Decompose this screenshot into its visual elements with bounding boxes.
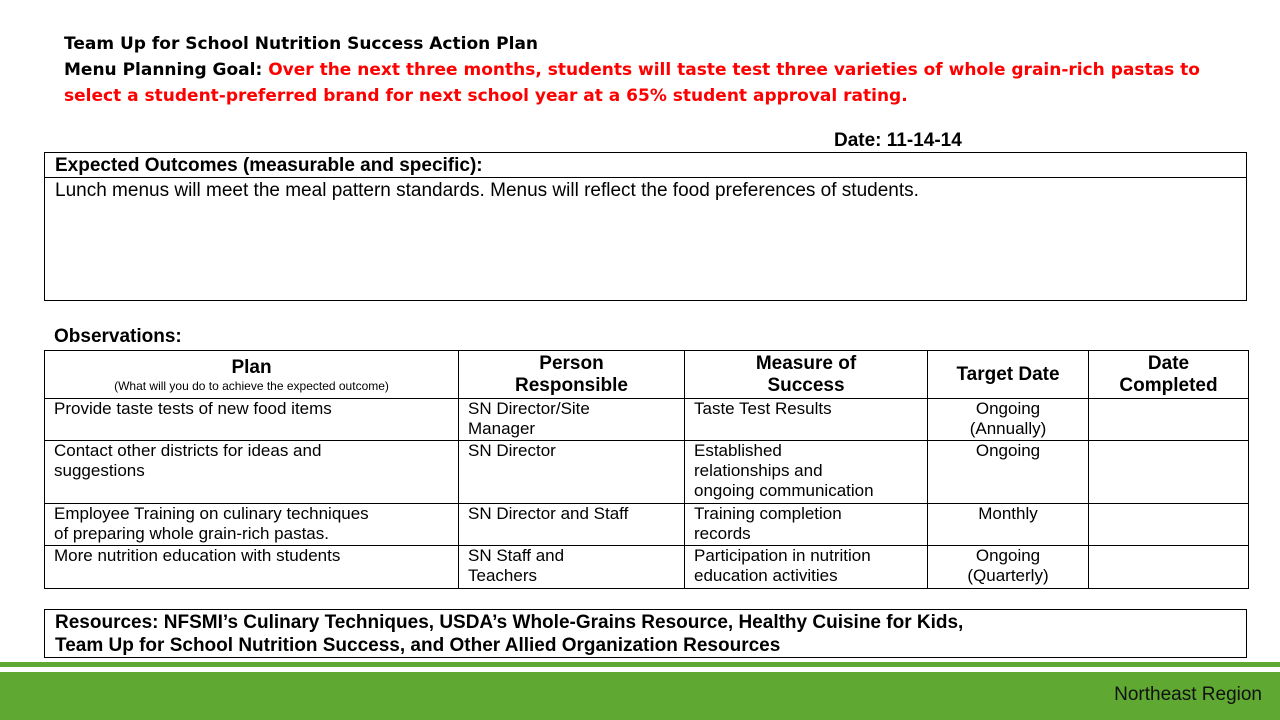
plan-line: Contact other districts for ideas and <box>54 441 322 460</box>
col-plan-subtitle: (What will you do to achieve the expected outcome) <box>114 378 389 393</box>
plan-line: of preparing whole grain-rich pastas. <box>54 524 329 543</box>
person-line: SN Director <box>468 441 556 460</box>
plan-line: More nutrition education with students <box>54 546 341 565</box>
person-line: Teachers <box>468 566 537 585</box>
person-cell <box>459 441 685 504</box>
person-line: SN Director and Staff <box>468 504 629 523</box>
measure-cell <box>685 399 928 441</box>
goal-text-1: Over the next three months, students will taste test three varieties of whole grain-rich pastas to <box>268 60 1200 80</box>
table-header-row <box>45 351 1249 399</box>
target-cell <box>928 504 1089 546</box>
resources-line-1: Resources: NFSMI’s Culinary Techniques, USDA’s Whole-Grains Resource, Healthy Cuisine for Kids, <box>55 612 964 633</box>
measure-line: records <box>694 524 751 543</box>
completed-cell <box>1089 441 1249 504</box>
col-person <box>459 351 685 399</box>
table-row <box>45 546 1249 589</box>
observations-table <box>44 350 1249 589</box>
table-row <box>45 441 1249 504</box>
target-line: Ongoing <box>975 399 1041 418</box>
measure-cell <box>685 441 928 504</box>
measure-line: Training completion <box>694 504 842 523</box>
measure-line: Established <box>694 441 782 460</box>
measure-line: relationships and <box>694 461 823 480</box>
expected-outcomes-text: Lunch menus will meet the meal pattern standards. Menus will reflect the food preferences of students. <box>55 180 919 201</box>
measure-line: Participation in nutrition <box>694 546 871 565</box>
person-line: Manager <box>468 419 536 438</box>
person-cell <box>459 546 685 589</box>
region-label: Northeast Region <box>1114 684 1262 705</box>
expected-outcomes-heading: Expected Outcomes (measurable and specific): <box>45 153 1246 178</box>
person-line: SN Staff and <box>468 546 565 565</box>
col-completed-line2: Completed <box>1119 374 1218 396</box>
observations-label: Observations: <box>54 326 182 347</box>
table-row <box>45 504 1249 546</box>
completed-cell <box>1089 399 1249 441</box>
target-cell <box>928 399 1089 441</box>
col-measure <box>685 351 928 399</box>
person-line: SN Director/Site <box>468 399 590 418</box>
col-target: Target Date <box>928 351 1089 399</box>
col-person-line2: Responsible <box>515 374 628 396</box>
plan-cell <box>45 546 459 589</box>
measure-line: Taste Test Results <box>694 399 832 418</box>
col-plan-label: Plan <box>231 356 272 378</box>
person-cell <box>459 504 685 546</box>
plan-line: suggestions <box>54 461 145 480</box>
target-line: Monthly <box>978 504 1038 523</box>
col-completed-line1: Date <box>1147 352 1190 374</box>
measure-cell <box>685 546 928 589</box>
col-measure-line1: Measure of <box>755 352 857 374</box>
plan-cell <box>45 441 459 504</box>
target-line: (Quarterly) <box>967 566 1049 585</box>
measure-line: education activities <box>694 566 838 585</box>
goal-label: Menu Planning Goal: <box>64 60 269 80</box>
plan-line: Employee Training on culinary techniques <box>54 504 369 523</box>
col-measure-line2: Success <box>767 374 845 396</box>
goal-line-1 <box>64 57 1254 83</box>
col-person-line1: Person <box>539 352 604 374</box>
date-label: Date: 11-14-14 <box>834 130 962 151</box>
completed-cell <box>1089 546 1249 589</box>
measure-line: ongoing communication <box>694 481 874 500</box>
completed-cell <box>1089 504 1249 546</box>
col-plan <box>45 351 459 399</box>
target-line: Ongoing <box>975 546 1041 565</box>
person-cell <box>459 399 685 441</box>
table-row <box>45 399 1249 441</box>
goal-text-2: select a student-preferred brand for next school year at a 65% student approval rating. <box>64 86 908 106</box>
target-cell <box>928 441 1089 504</box>
resources-line-2: Team Up for School Nutrition Success, and Other Allied Organization Resources <box>55 635 781 656</box>
target-line: (Annually) <box>969 419 1047 438</box>
plan-cell <box>45 504 459 546</box>
measure-cell <box>685 504 928 546</box>
footer-bar <box>0 672 1280 720</box>
plan-line: Provide taste tests of new food items <box>54 399 332 418</box>
action-plan-header <box>64 31 1254 109</box>
page-title: Team Up for School Nutrition Success Action Plan <box>64 34 539 54</box>
target-line: Ongoing <box>975 441 1041 460</box>
plan-cell <box>45 399 459 441</box>
footer-rule <box>0 662 1280 667</box>
resources-box <box>44 609 1247 658</box>
col-completed <box>1089 351 1249 399</box>
expected-outcomes-box <box>44 152 1247 301</box>
target-cell <box>928 546 1089 589</box>
